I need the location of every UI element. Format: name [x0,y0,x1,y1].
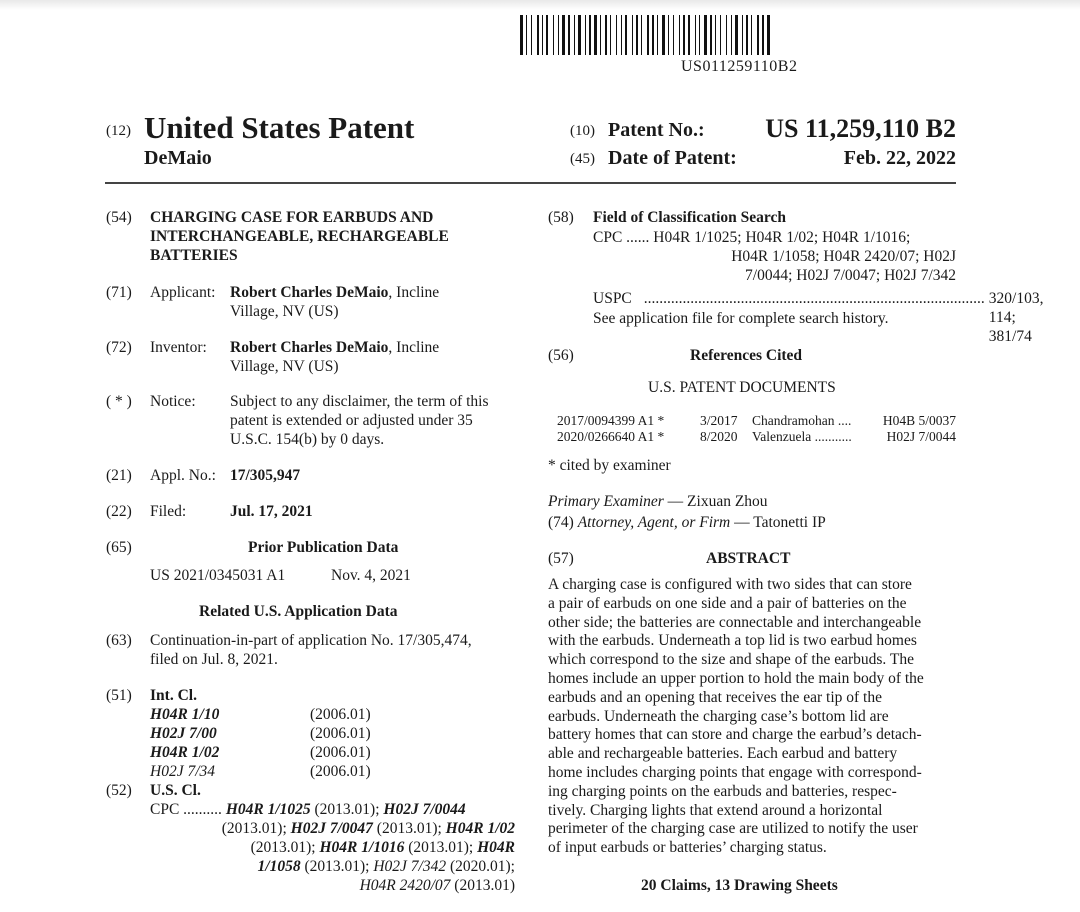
inid-code-10: (10) [570,123,595,139]
cpc-date: (2013.01); [310,801,384,818]
abstract-line: able and rechargeable batteries. Each earbud and battery [548,745,898,763]
ref-date: 8/2020 [700,429,738,444]
abstract-line: A charging case is configured with two sides that can store [548,576,912,593]
references-table [557,413,956,445]
doc-type-title: United States Patent [144,110,415,145]
notice-code: ( * ) [106,393,132,410]
prior-pub-number: US 2021/0345031 A1 [150,567,286,584]
cpc-line [150,800,515,819]
cpc-date: (2013.01); [404,839,478,856]
abstract-line: other side; the batteries are connectable and interchangeable [548,613,922,631]
int-cl-label: Int. Cl. [150,687,197,704]
title-line: BATTERIES [150,247,238,264]
int-cl-code: H02J 7/34 [150,763,216,780]
cpc-date: (2013.01); [221,820,291,837]
continuation-text [150,631,472,669]
ref-class: H04B 5/0037 [882,413,956,428]
ref-pub: 2017/0094399 A1 * [557,413,665,428]
cpc-code: H02J 7/0047 [290,820,373,837]
us-cl-cpc [150,800,515,895]
inventor-label: Inventor: [150,339,207,356]
cpc-code: H02J 7/342 [373,858,447,875]
inid-code-72: (72) [106,339,132,356]
field-cpc-line: CPC ...... H04R 1/1025; H04R 1/02; H04R 1/1016; [593,229,911,246]
ref-class: H02J 7/0044 [886,429,956,444]
attorney-name: — Tatonetti IP [730,514,826,531]
references-heading: References Cited [690,347,803,364]
appl-no-value: 17/305,947 [230,467,301,484]
inid-code-71: (71) [106,284,132,301]
cpc-code: H04R 1/1016 [319,839,405,856]
filed-label: Filed: [150,503,187,520]
inventor-name: Robert Charles DeMaio [230,339,389,356]
top-shadow [0,0,1080,10]
int-cl-list [150,705,371,781]
abstract-line: tively. Charging lights that extend around a horizontal [548,801,883,819]
abstract-body [548,576,956,858]
notice-line: Subject to any disclaimer, the term of this [230,393,489,410]
cpc-date: (2020.01); [446,858,515,875]
barcode-number: US011259110B2 [681,58,798,75]
title-line: CHARGING CASE FOR EARBUDS AND [150,209,434,226]
uspc-leader: ........................................................................................ [643,290,985,307]
abstract-line: a pair of earbuds on one side and a pair of batteries on the [548,594,907,612]
us-cl-label: U.S. Cl. [150,782,201,799]
ref-date: 3/2017 [700,413,738,428]
inid-code-56: (56) [548,347,574,364]
attorney-label: Attorney, Agent, or Firm [577,514,731,531]
int-cl-date: (2006.01) [310,763,371,780]
abstract-line: earbuds and an opening that receives the ear tip of the [548,688,882,706]
cpc-date: (2013.01); [300,858,374,875]
claims-summary: 20 Claims, 13 Drawing Sheets [641,877,838,894]
cpc-date: (2013.01) [450,877,515,894]
abstract-line: of input earbuds or batteries’ charging status. [548,839,827,857]
prior-pub-date: Nov. 4, 2021 [331,567,411,584]
inventor-surname: DeMaio [144,147,212,169]
inventor-location-2: Village, NV (US) [230,358,339,375]
abstract-line: which correspond to the size and shape of the earbuds. The [548,651,914,669]
ref-name: Valenzuela ........... [752,429,852,444]
notice-label: Notice: [150,393,196,410]
inid-code-51: (51) [106,687,132,704]
continuation-line: filed on Jul. 8, 2021. [150,651,278,668]
examiner-name: — Zixuan Zhou [663,493,768,510]
applicant-name: Robert Charles DeMaio [230,284,389,301]
patent-title [150,208,449,265]
filed-date: Jul. 17, 2021 [230,503,313,520]
related-heading: Related U.S. Application Data [199,603,398,620]
cpc-code: H02J 7/0044 [383,801,466,818]
cpc-code: 1/1058 [257,858,301,875]
cpc-line [150,857,515,876]
title-line: INTERCHANGEABLE, RECHARGEABLE [150,228,449,245]
field-search-cpc [593,228,956,285]
ref-pub: 2020/0266640 A1 * [557,429,665,444]
inventor-value [230,338,439,376]
abstract-line: earbuds. Underneath the charging case’s bottom lid are [548,707,889,725]
inid-code-52: (52) [106,782,132,799]
field-search-heading: Field of Classification Search [593,209,787,226]
int-cl-date: (2006.01) [310,706,371,723]
continuation-line: Continuation-in-part of application No. 17/305,474, [150,632,472,649]
abstract-line: ing charging points on the earbuds and batteries, respec- [548,782,897,800]
abstract-line: homes include an upper portion to hold the main body of the [548,669,924,687]
cpc-line [150,838,515,857]
prior-pub-heading: Prior Publication Data [248,539,399,556]
date-label: Date of Patent: [608,147,737,169]
inid-code-65: (65) [106,539,132,556]
cpc-code: H04R 1/1025 [225,801,311,818]
cpc-line [150,819,515,838]
applicant-value [230,283,439,321]
int-cl-row [150,724,371,743]
cpc-code: H04R 2420/07 [359,877,451,894]
int-cl-row [150,705,371,724]
applicant-location: , Incline [388,284,440,301]
cpc-date: (2013.01); [372,820,446,837]
abstract-line: home includes charging points that engage with correspond- [548,763,922,781]
inid-code-58: (58) [548,209,574,226]
field-cpc-line: 7/0044; H02J 7/0047; H02J 7/342 [745,267,956,284]
abstract-line: battery homes that can store and charge the earbud’s detach- [548,726,922,744]
abstract-heading: ABSTRACT [706,550,791,567]
cited-by-examiner: * cited by examiner [548,457,671,474]
notice-text [230,392,515,449]
int-cl-row [150,743,371,762]
patent-date: Feb. 22, 2022 [843,147,956,169]
notice-line: U.S.C. 154(b) by 0 days. [230,431,385,448]
inid-code-74: (74) [548,514,574,531]
appl-no-label: Appl. No.: [150,467,216,484]
inid-code-12: (12) [106,123,131,139]
cpc-code: H04R 1/02 [445,820,515,837]
applicant-label: Applicant: [150,284,216,301]
inid-code-57: (57) [548,550,574,567]
patent-number: US 11,259,110 B2 [765,114,956,143]
inid-code-22: (22) [106,503,132,520]
us-docs-heading: U.S. PATENT DOCUMENTS [648,379,836,396]
int-cl-code: H02J 7/00 [150,725,217,742]
reference-row [557,429,956,445]
inid-code-54: (54) [106,209,132,226]
uspc-label: USPC [593,290,632,307]
inid-code-45: (45) [570,151,595,167]
cpc-code: H04R [477,839,515,856]
examiner-line [548,492,768,511]
barcode [520,15,960,55]
notice-line: patent is extended or adjusted under 35 [230,412,473,429]
header-rule [105,182,956,184]
int-cl-date: (2006.01) [310,725,371,742]
uspc-value: 320/103, 114; 381/74 [988,290,1044,345]
int-cl-row [150,762,371,781]
reference-row [557,413,956,429]
int-cl-code: H04R 1/02 [150,744,220,761]
cpc-prefix: CPC .......... [150,801,222,818]
applicant-location-2: Village, NV (US) [230,303,339,320]
abstract-line: perimeter of the charging case are utilized to notify the user [548,820,918,838]
examiner-label: Primary Examiner [548,493,664,510]
field-cpc-line: H04R 1/1058; H04R 2420/07; H02J [731,248,956,265]
inid-code-63: (63) [106,632,132,649]
ref-name: Chandramohan .... [752,413,852,428]
abstract-line: with the earbuds. Underneath a top lid is two earbud homes [548,632,917,650]
int-cl-date: (2006.01) [310,744,371,761]
inid-code-21: (21) [106,467,132,484]
cpc-date: (2013.01); [250,839,320,856]
patent-no-label: Patent No.: [608,119,705,141]
inventor-location: , Incline [388,339,440,356]
int-cl-code: H04R 1/10 [150,706,220,723]
search-history-note: See application file for complete search history. [593,310,889,327]
cpc-line [150,876,515,895]
attorney-line [548,513,826,532]
